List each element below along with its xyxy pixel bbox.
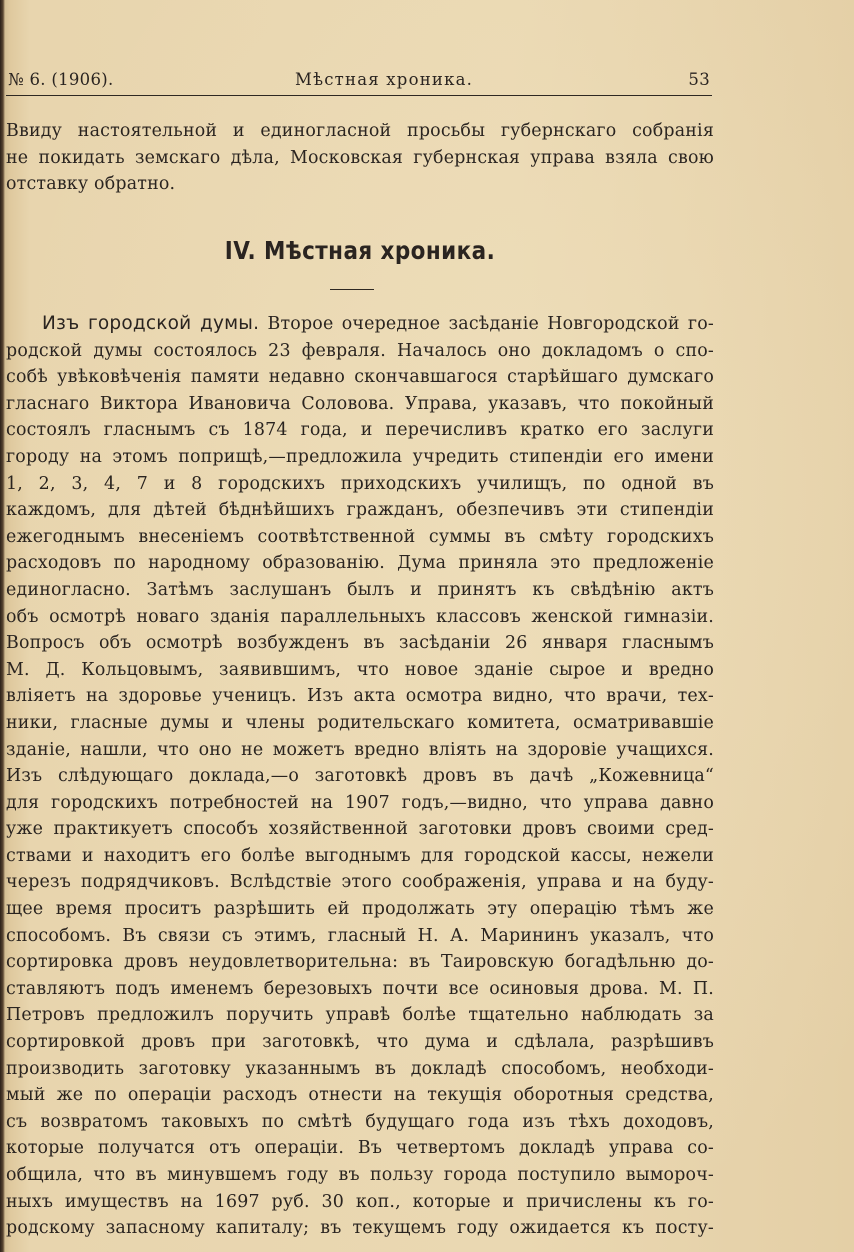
section-rule <box>330 289 374 290</box>
text-line: Изъ слѣдующаго доклада,—о заготовкѣ дровъ въ дачѣ „Кожевница“ <box>6 766 714 787</box>
text-line: городу на этомъ поприщѣ,—предложила учредить стипендіи его имени <box>6 446 714 467</box>
text-line: ники, гласные думы и члены родительскаго комитета, осматривавшіе <box>6 712 714 733</box>
issue-number: № 6. (1906). <box>8 70 114 89</box>
page-number: 53 <box>688 70 710 89</box>
text-line: уже практикуетъ способъ хозяйственной заготовки дровъ своими сред- <box>6 819 714 840</box>
section-heading: IV. Мѣстная хроника. <box>224 236 496 265</box>
text-line: не покидать земскаго дѣла, Московская губернская управа взяла свою <box>6 147 714 168</box>
text-line: Ввиду настоятельной и единогласной просьбы губернскаго собранія <box>6 121 714 141</box>
text-line: состоялъ гласнымъ съ 1874 года, и перечисливъ кратко его заслуги <box>6 420 714 441</box>
running-title: Мѣстная хроника. <box>295 70 474 89</box>
paragraph-city-duma <box>6 311 714 1242</box>
text-line: объ осмотрѣ новаго зданія параллельныхъ классовъ женской гимназіи. <box>6 606 714 627</box>
text-line: 1, 2, 3, 4, 7 и 8 городскихъ приходскихъ училищъ, по одной въ <box>6 473 714 494</box>
text-line: ежегоднымъ внесеніемъ соотвѣтственной суммы въ смѣту городскихъ <box>6 526 714 547</box>
header-rule <box>6 95 712 96</box>
first-line-text: Второе очередное засѣданіе Новгородской го- <box>267 314 714 334</box>
text-line: для городскихъ потребностей на 1907 годъ,—видно, что управа давно <box>6 792 714 813</box>
text-line: которые получатся отъ операціи. Въ четвертомъ докладѣ управа со- <box>6 1138 714 1159</box>
paragraph-lines <box>6 338 714 1242</box>
text-line: мый же по операціи расходъ отнести на текущія оборотныя средства, <box>6 1085 714 1106</box>
text-line: ствами и находитъ его болѣе выгоднымъ для городской кассы, нежели <box>6 845 714 866</box>
text-line: черезъ подрядчиковъ. Вслѣдствіе этого соображенія, управа и на буду- <box>6 872 714 893</box>
text-line: щее время проситъ разрѣшить ей продолжать эту операцію тѣмъ же <box>6 899 714 920</box>
text-line: съ возвратомъ таковыхъ по смѣтѣ будущаго года изъ тѣхъ доходовъ, <box>6 1111 714 1132</box>
text-line: гласнаго Виктора Ивановича Соловова. Управа, указавъ, что покойный <box>6 393 714 414</box>
text-line: единогласно. Затѣмъ заслушанъ былъ и принятъ къ свѣдѣнію актъ <box>6 579 714 600</box>
text-line: производить заготовку указаннымъ въ докладѣ способомъ, необходи- <box>6 1058 714 1079</box>
text-line: родской думы состоялось 23 февраля. Началось оно докладомъ о спо- <box>6 340 714 361</box>
text-line: отставку обратно. <box>6 174 176 194</box>
text-line: собѣ увѣковѣченія памяти недавно скончавшагося старѣйшаго думскаго <box>6 367 714 388</box>
text-line: сортировка дровъ неудовлетворительна: въ Таировскую богадѣльню до- <box>6 952 714 973</box>
text-line: расходовъ по народному образованію. Дума приняла это предложеніе <box>6 553 714 574</box>
text-line: Вопросъ объ осмотрѣ возбужденъ въ засѣданіи 26 января гласнымъ <box>6 633 714 654</box>
text-line: Петровъ предложилъ поручить управѣ болѣе тщательно наблюдать за <box>6 1005 714 1026</box>
text-line: родскому запасному капиталу; въ текущемъ году ожидается къ посту- <box>6 1218 714 1239</box>
lead-heading: Изъ городской думы. <box>42 313 260 334</box>
running-header <box>8 68 712 94</box>
paragraph-intro <box>6 118 714 198</box>
text-line: сортировкой дровъ при заготовкѣ, что дума и сдѣлала, разрѣшивъ <box>6 1032 714 1053</box>
text-line: зданіе, нашли, что оно не можетъ вредно вліять на здоровіе учащихся. <box>6 739 714 760</box>
text-line: ставляютъ подъ именемъ березовыхъ почти все осиновыя дрова. М. П. <box>6 978 714 999</box>
text-line: ныхъ имуществъ на 1697 руб. 30 коп., которые и причислены къ го- <box>6 1191 714 1212</box>
text-line: вліяетъ на здоровье ученицъ. Изъ акта осмотра видно, что врачи, тех- <box>6 686 714 707</box>
text-line: общила, что въ минувшемъ году въ пользу города поступило вымороч- <box>6 1165 714 1185</box>
text-line: М. Д. Кольцовымъ, заявившимъ, что новое зданіе сырое и вредно <box>6 659 714 680</box>
text-line: способомъ. Въ связи съ этимъ, гласный Н. А. Марининъ указалъ, что <box>6 925 714 946</box>
text-line: каждомъ, для дѣтей бѣднѣйшихъ гражданъ, обезпечивъ эти стипендіи <box>6 500 714 521</box>
text-line-first <box>6 311 714 338</box>
page-spine-shadow <box>0 0 5 1252</box>
